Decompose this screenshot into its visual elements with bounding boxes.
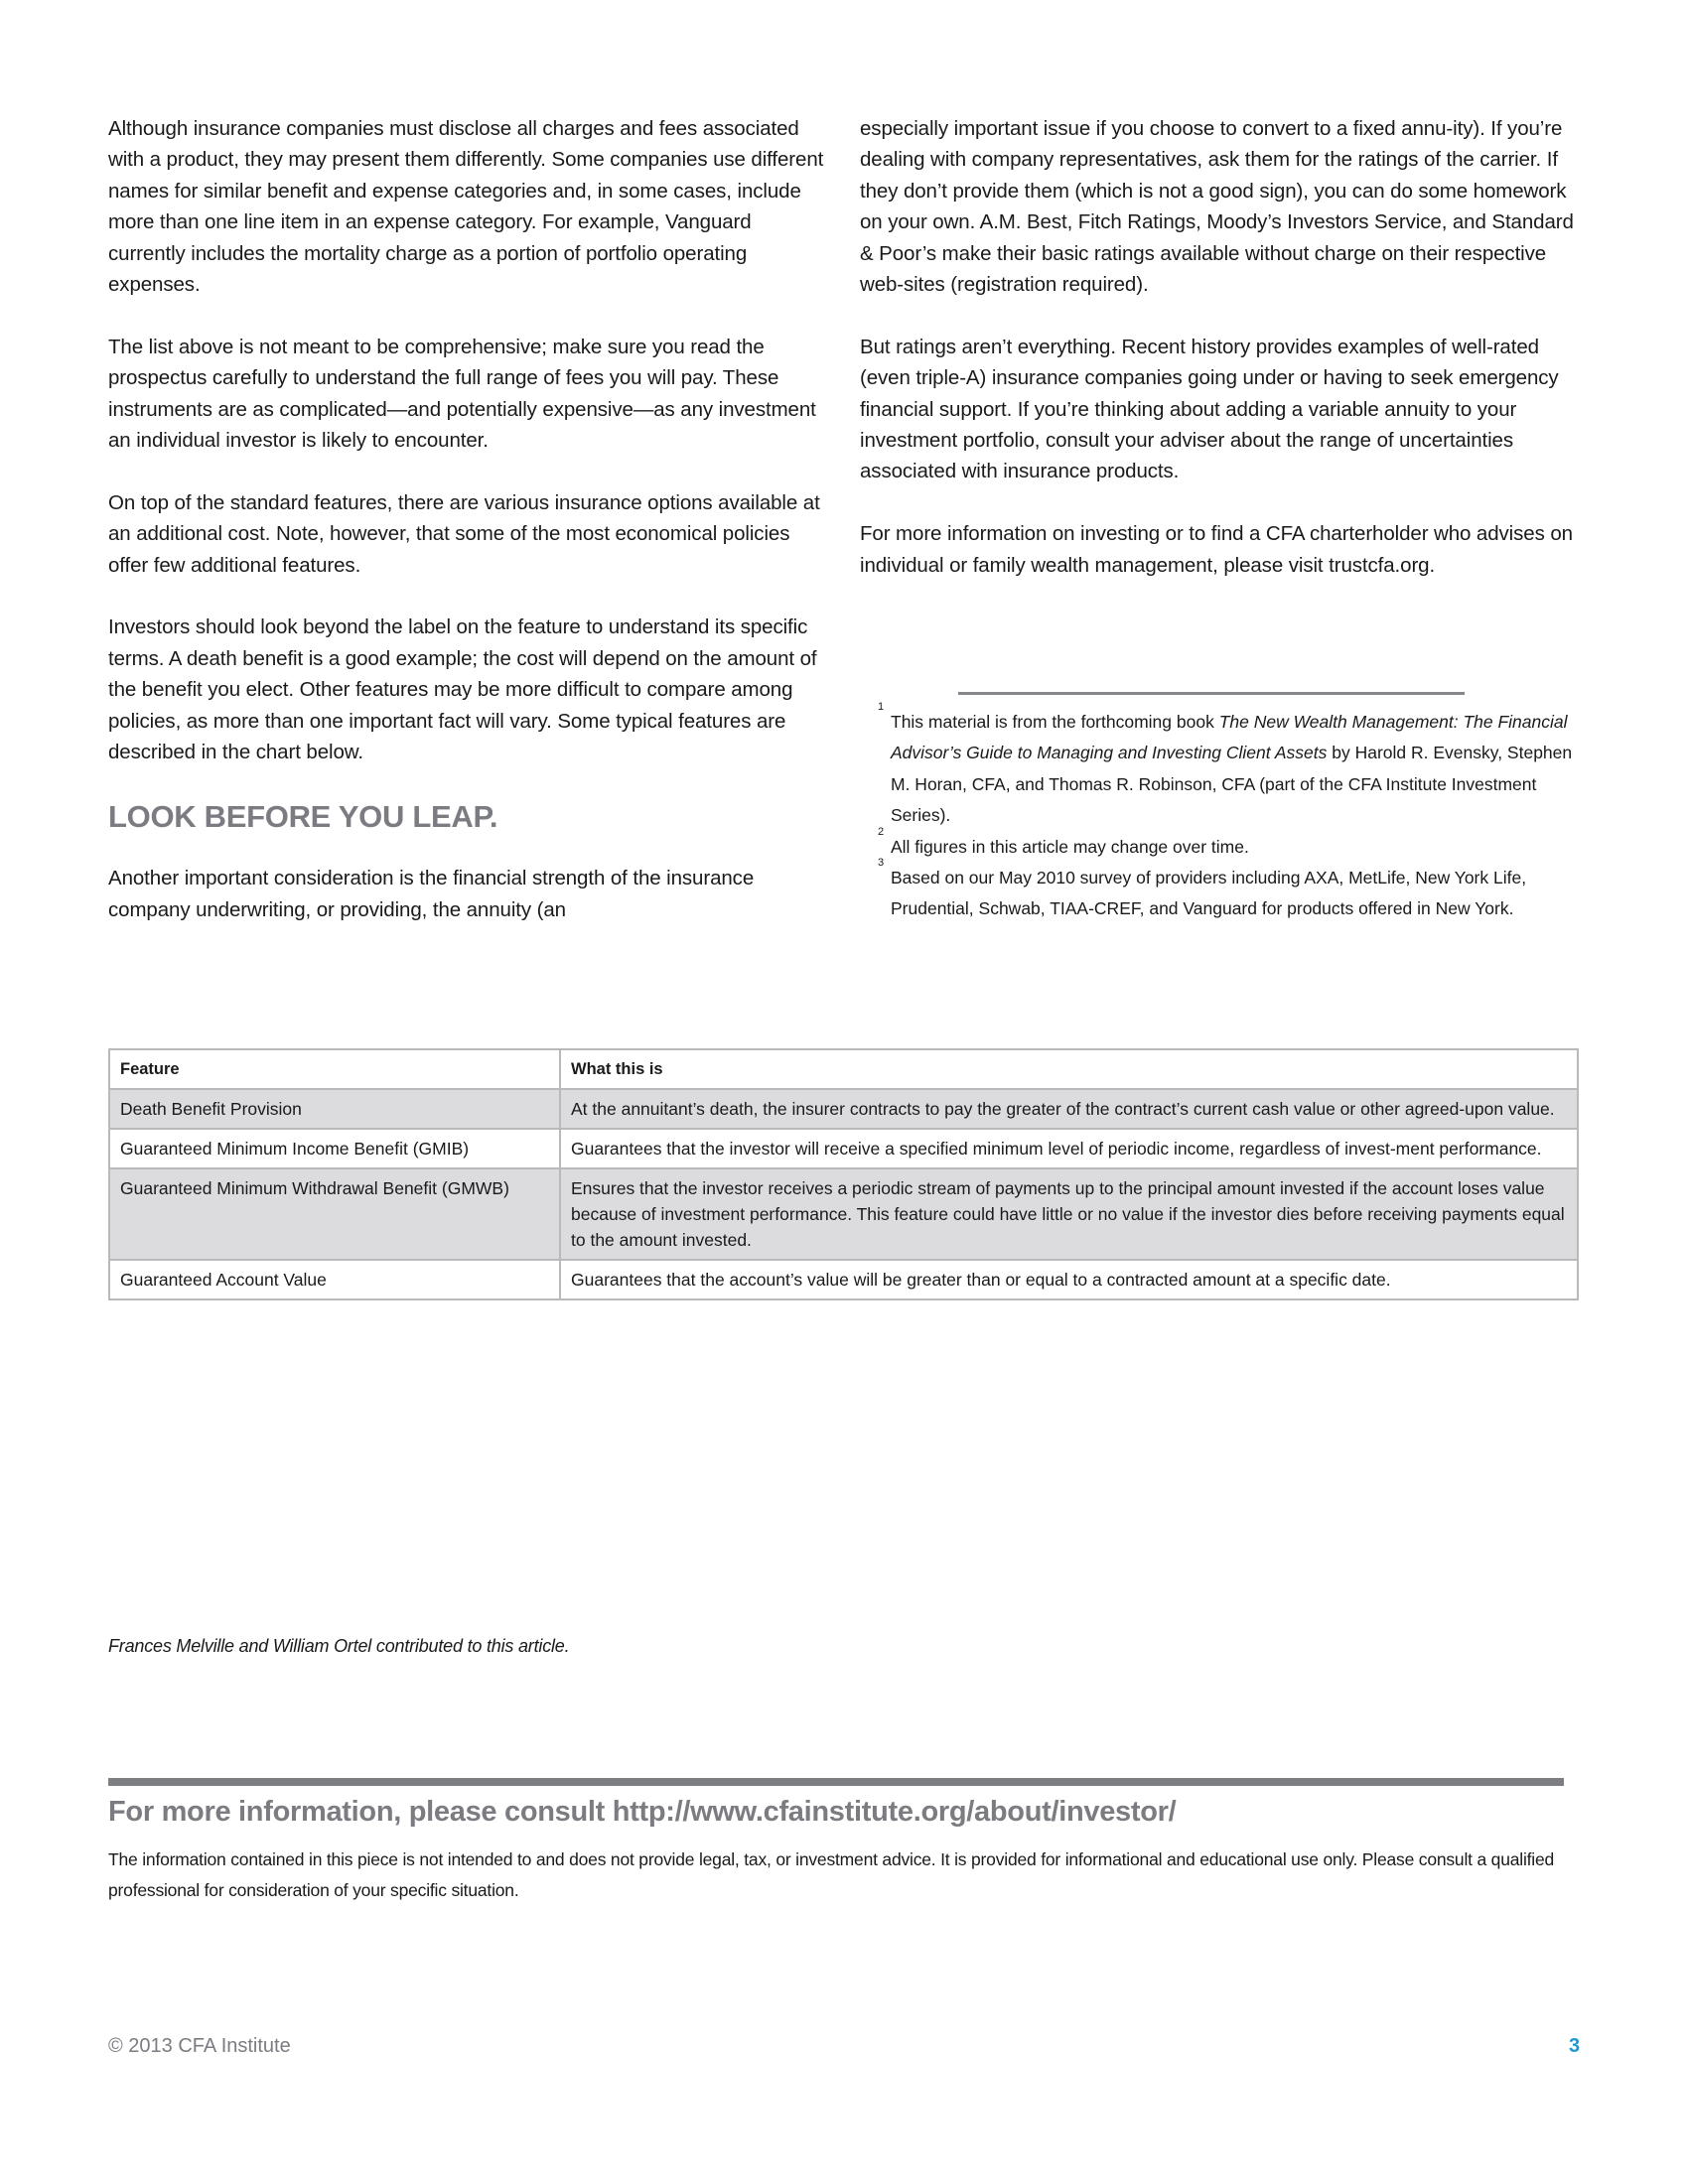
table-row [109,1129,1578,1168]
footnote-text: This material is from the forthcoming book [891,712,1219,732]
description-cell: At the annuitant’s death, the insurer contracts to pay the greater of the contract’s current cash value or other agreed-upon value. [560,1089,1578,1129]
footnotes [878,701,1585,925]
table-row [109,1260,1578,1299]
footnote-2 [878,825,1585,863]
paragraph: Although insurance companies must disclose all charges and fees associated with a product, they may present them differently. Some companies use different names for similar benefit and expense categories and, in some cases, include more than one line item in an expense category. For example, Vanguard currently includes the mortality charge as a portion of portfolio operating expenses. [108,117,824,297]
footnote-text: by Harold R. Evensky, Stephen M. Horan, CFA, and Thomas R. Robinson, CFA (part of the CFA Institute Investment Series). [891,743,1573,826]
feature-cell: Guaranteed Minimum Withdrawal Benefit (GMWB) [109,1168,560,1260]
contributors-note: Frances Melville and William Ortel contributed to this article. [108,1636,570,1656]
paragraph: The list above is not meant to be comprehensive; make sure you read the prospectus carefully to understand the full range of fees you will pay. These instruments are as complicated—and potentially expensive—as any investment an individual investor is likely to encounter. [108,335,816,453]
left-column [108,113,831,957]
footnote-mark: 3 [878,857,885,870]
description-cell: Guarantees that the investor will receive a specified minimum level of periodic income, regardless of invest-ment performance. [560,1129,1578,1168]
footnote-3 [878,857,1585,925]
footnote-text: All figures in this article may change over time. [891,836,1249,857]
description-cell: Ensures that the investor receives a periodic stream of payments up to the principal amount invested if the account loses value because of investment performance. This feature could have little or no value if the investor dies before receiving payments equal to the amount invested. [560,1168,1578,1260]
footnote-text: Based on our May 2010 survey of providers including AXA, MetLife, New York Life, Prudential, Schwab, TIAA-CREF, and Vanguard for products offered in New York. [891,868,1527,919]
footnote-1 [878,701,1585,832]
section-divider [108,1778,1564,1786]
features-table [108,1048,1579,1300]
paragraph: But ratings aren’t everything. Recent history provides examples of well-rated (even triple-A) insurance companies going under or having to seek emergency financial support. If you’re thinking about adding a variable annuity to your investment portfolio, consult your adviser about the range of uncertainties associated with insurance products. [860,335,1559,483]
feature-cell: Guaranteed Account Value [109,1260,560,1299]
footnote-divider [958,692,1465,695]
column-header-feature: Feature [109,1049,560,1089]
footnote-mark: 1 [878,701,885,713]
description-cell: Guarantees that the account’s value will be greater than or equal to a contracted amount at a specific date. [560,1260,1578,1299]
feature-cell: Death Benefit Provision [109,1089,560,1129]
table-row [109,1168,1578,1260]
paragraph: On top of the standard features, there are various insurance options available at an additional cost. Note, however, that some of the most economical policies offer few additional features. [108,490,820,577]
book-title: The New Wealth Management: The Financial Advisor’s Guide to Managing and Investing Client Assets [891,712,1568,763]
paragraph: For more information on investing or to find a CFA charterholder who advises on individual or family wealth management, please visit trustcfa.org. [860,522,1573,577]
paragraph: especially important issue if you choose to convert to a fixed annu-ity). If you’re dealing with company representatives, ask them for the ratings of the carrier. If they don’t provide them (which is not a good sign), you can do some homework on your own. A.M. Best, Fitch Ratings, Moody’s Investors Service, and Standard & Poor’s make their basic ratings available without charge on their respective web-sites (registration required). [860,117,1574,297]
disclaimer: The information contained in this piece is not intended to and does not provide legal, tax, or investment advice. It is provided for informational and educational use only. Please consult a qualified professional for consideration of your specific situation. [108,1849,1555,1901]
paragraph: Another important consideration is the financial strength of the insurance company underwriting, or providing, the annuity (an [108,867,755,921]
feature-cell: Guaranteed Minimum Income Benefit (GMIB) [109,1129,560,1168]
table-header-row [109,1049,1578,1089]
more-info-heading: For more information, please consult http://www.cfainstitute.org/about/investor/ [108,1796,1177,1828]
column-header-description: What this is [560,1049,1578,1089]
section-heading: LOOK BEFORE YOU LEAP. [108,799,498,835]
right-column [860,113,1585,612]
copyright: © 2013 CFA Institute [108,2035,291,2057]
table-row [109,1089,1578,1129]
page-number: 3 [1569,2035,1581,2057]
paragraph: Investors should look beyond the label on the feature to understand its specific terms. A death benefit is a good example; the cost will depend on the amount of the benefit you elect. Other features may be more difficult to compare among policies, as more than one important fact will vary. Some typical features are described in the chart below. [108,615,817,764]
footnote-mark: 2 [878,825,885,838]
